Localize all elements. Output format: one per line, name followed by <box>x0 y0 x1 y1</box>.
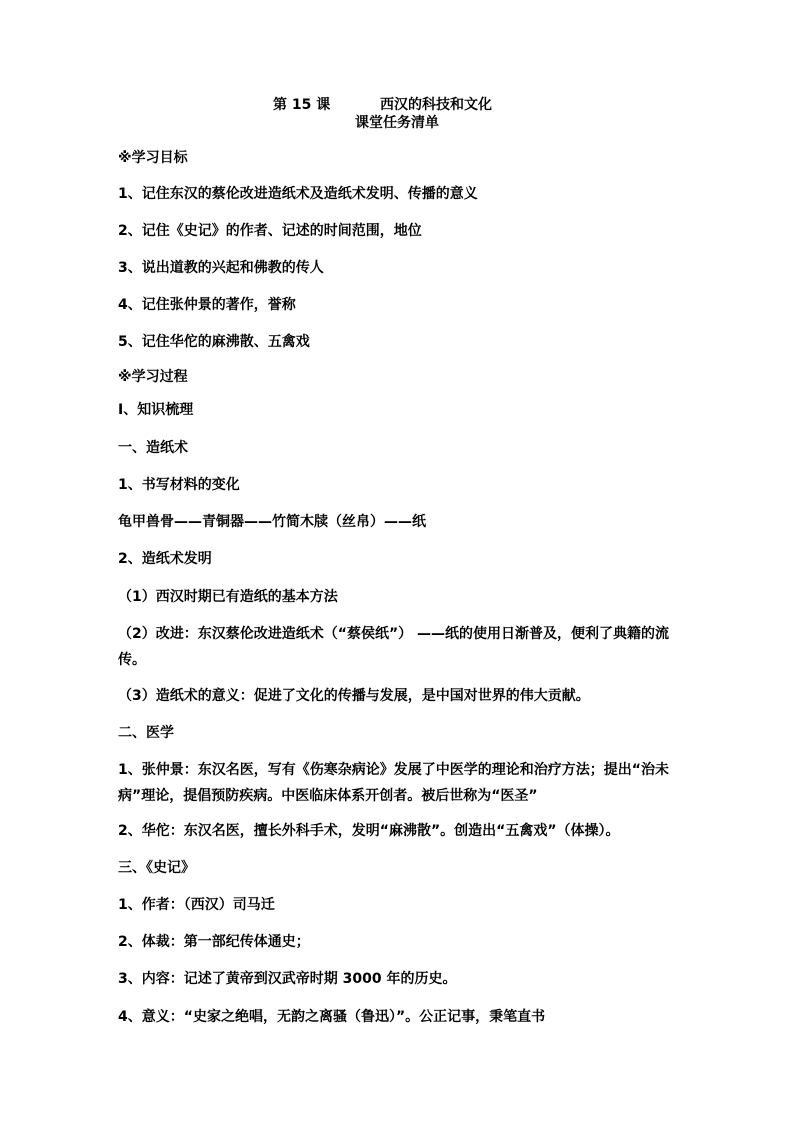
goal-item: 2、记住《史记》的作者、记述的时间范围，地位 <box>118 223 422 239</box>
sub-item: （3）造纸术的意义：促进了文化的传播与发展，是中国对世界的伟大贡献。 <box>118 688 590 704</box>
materials-sequence: 龟甲兽骨——青铜器——竹简木牍（丝帛）——纸 <box>118 514 426 530</box>
section-item: 3、内容：记述了黄帝到汉武帝时期 3000 年的历史。 <box>118 971 457 987</box>
goal-item: 3、说出道教的兴起和佛教的传人 <box>118 260 324 276</box>
sub-item: （2）改进：东汉蔡伦改进造纸术（“蔡侯纸”） ——纸的使用日渐普及，便利了典籍的流传。 <box>118 626 670 668</box>
section-item: 1、书写材料的变化 <box>118 477 240 493</box>
sub-item: （1）西汉时期已有造纸的基本方法 <box>118 589 338 605</box>
goals-heading: ※学习目标 <box>118 150 188 166</box>
section-item: 1、作者：（西汉）司马迁 <box>118 897 275 913</box>
process-heading: ※学习过程 <box>118 369 188 385</box>
lesson-title: 西汉的科技和文化 <box>380 97 492 113</box>
lesson-subtitle: 课堂任务清单 <box>355 115 439 131</box>
goal-item: 1、记住东汉的蔡伦改进造纸术及造纸术发明、传播的意义 <box>118 186 478 202</box>
section-item: 4、意义：“史家之绝唱，无韵之离骚（鲁迅）”。公正记事，秉笔直书 <box>118 1009 546 1025</box>
section-title: 二、医学 <box>118 725 174 741</box>
goal-item: 5、记住华佗的麻沸散、五禽戏 <box>118 334 310 350</box>
section-item: 2、造纸术发明 <box>118 551 212 567</box>
section-title: 一、造纸术 <box>118 440 188 456</box>
section-item: 2、体裁：第一部纪传体通史； <box>118 934 310 950</box>
part-heading: Ⅰ、知识梳理 <box>118 402 194 418</box>
section-item: 2、华佗：东汉名医，擅长外科手术，发明“麻沸散”。创造出“五禽戏”（体操）。 <box>118 823 620 839</box>
lesson-number: 第 15 课 <box>273 97 331 113</box>
goal-item: 4、记住张仲景的著作，誉称 <box>118 297 296 313</box>
section-item: 1、张仲景：东汉名医，写有《伤寒杂病论》发展了中医学的理论和治疗方法；提出“治未病”理论，提倡预防疾病。中医临床体系开创者。被后世称为“医圣” <box>118 762 669 804</box>
section-title: 三、《史记》 <box>118 860 195 876</box>
